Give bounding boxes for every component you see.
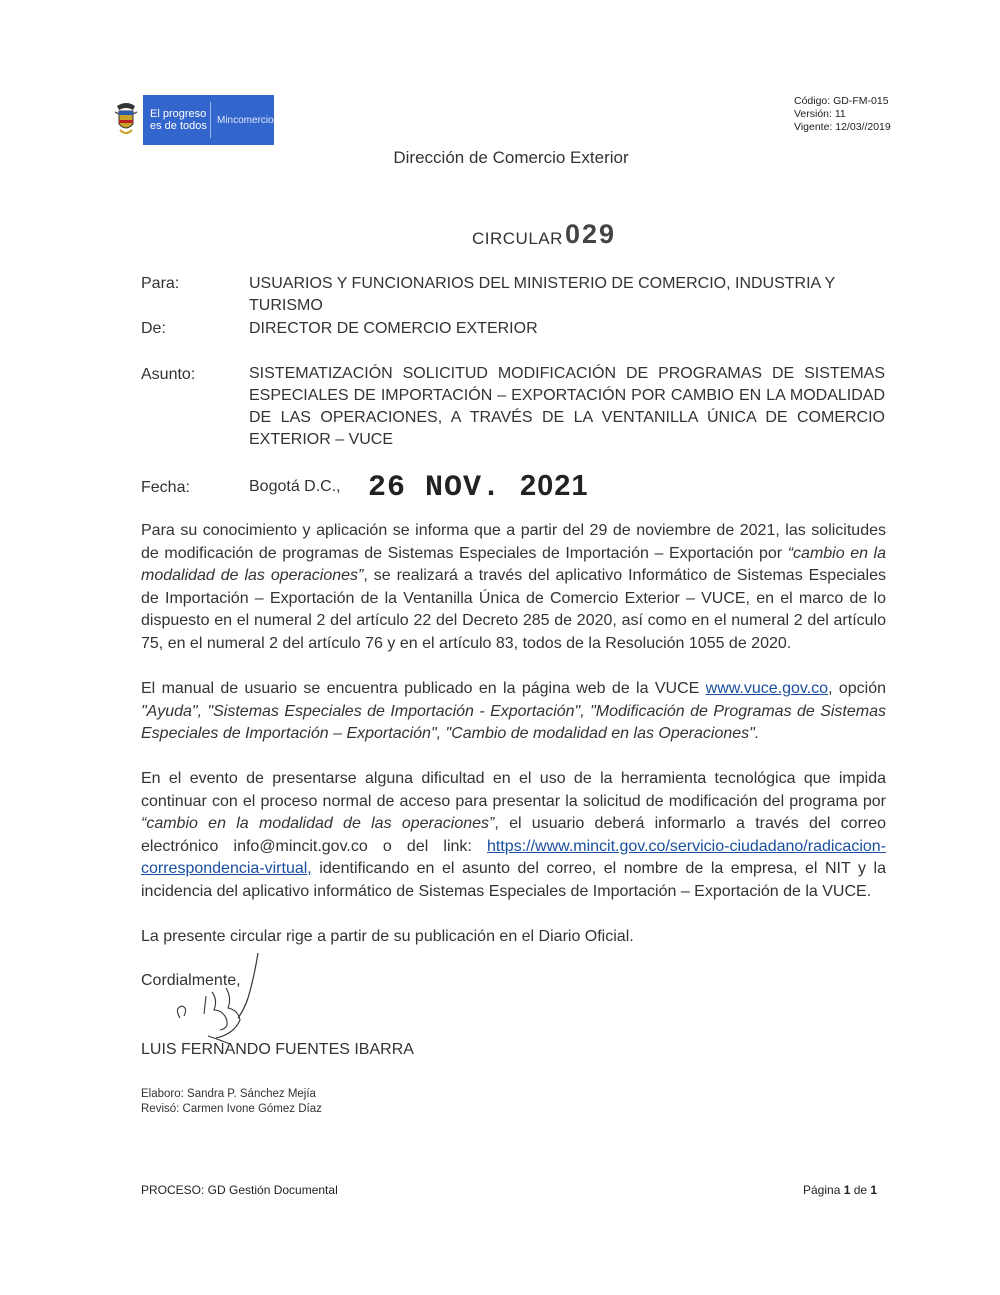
logo-slogan: El progreso es de todos	[150, 108, 207, 132]
signatory-name: LUIS FERNANDO FUENTES IBARRA	[141, 1041, 414, 1058]
circular-number-stamp: 029	[565, 219, 617, 249]
asunto-value: SISTEMATIZACIÓN SOLICITUD MODIFICACIÓN DE PROGRAMAS DE SISTEMAS ESPECIALES DE IMPORTACIÓN – EXPORTACIÓN POR CAMBIO EN LA MODALIDAD DE LAS OPERACIONES, A TRAVÉS DE LA VENTANILLA ÚNICA DE COMERCIO EXTERIOR – VUCE	[249, 365, 885, 448]
date-year: 2021	[520, 470, 589, 502]
paragraph-1: Para su conocimiento y aplicación se informa que a partir del 29 de noviembre de 2021, las solicitudes de modificación de programas de Sistemas Especiales de Importación – Exportación por “cambio en la modalidad de las operaciones”, se realizará a través del aplicativo Informático de Sistemas Especiales de Importación – Exportación de la Ventanilla Única de Comercio Exterior – VUCE, en el marco de lo dispuesto en el numeral 2 del artículo 22 del Decreto 285 de 2020, así como en el numeral 2 del artículo 75, en el numeral 2 del artículo 76 y en el artículo 83, todos de la Resolución 1055 de 2020.	[141, 522, 887, 652]
salutation: Cordialmente,	[141, 972, 241, 989]
paragraph-3: En el evento de presentarse alguna dificultad en el uso de la herramienta tecnológica que impida continuar con el proceso normal de acceso para presentar la solicitud de modificación del programa por “cambio en la modalidad de las operaciones”, el usuario deberá informarlo a través del correo electrónico info@mincit.gov.co o del link: https://www.mincit.gov.co/servicio-ciudadano/radicacion-correspondencia-virtual, identificando en el asunto del correo, el nombre de la empresa, el NIT y la incidencia del aplicativo informático de Sistemas Especiales de Importación – Exportación de la VUCE.	[141, 770, 887, 900]
document-code: Código: GD-FM-015	[794, 95, 889, 107]
document-metadata	[794, 95, 891, 134]
fecha-label: Fecha:	[141, 479, 190, 496]
document-valid-from: Vigente: 12/03//2019	[794, 121, 891, 133]
vuce-link[interactable]: www.vuce.gov.co	[705, 680, 829, 697]
circular-label: CIRCULAR	[472, 229, 563, 248]
paragraph-2: El manual de usuario se encuentra publicado en la página web de la VUCE www.vuce.gov.co, opción "Ayuda", "Sistemas Especiales de Importación - Exportación", "Modificación de Programas de Sistemas Especiales de Importación – Exportación", "Cambio de modalidad en las Operaciones".	[141, 680, 886, 742]
handwritten-signature	[168, 948, 268, 1048]
para-label: Para:	[141, 275, 180, 292]
de-value: DIRECTOR DE COMERCIO EXTERIOR	[249, 320, 538, 337]
date-day-month: 26 NOV.	[368, 471, 502, 505]
prepared-by: Elaboro: Sandra P. Sánchez Mejía	[141, 1088, 316, 1100]
de-label: De:	[141, 320, 166, 337]
logo-ministry-name: Mincomercio	[217, 114, 274, 126]
document-version: Versión: 11	[794, 108, 846, 120]
para-value: USUARIOS Y FUNCIONARIOS DEL MINISTERIO DE COMERCIO, INDUSTRIA Y TURISMO	[249, 275, 835, 314]
mincit-correspondence-link[interactable]: https://www.mincit.gov.co/servicio-ciudadano/radicacion-correspondencia-virtual,	[141, 837, 886, 877]
footer-page-number: Página 1 de 1	[803, 1183, 878, 1197]
paragraph-4: La presente circular rige a partir de su publicación en el Diario Oficial.	[141, 928, 634, 945]
asunto-label: Asunto:	[141, 366, 196, 383]
logo-divider	[210, 102, 211, 138]
mincomercio-logo	[143, 95, 274, 145]
date-stamp	[368, 470, 589, 505]
department-title: Dirección de Comercio Exterior	[393, 148, 629, 167]
footer-process: PROCESO: GD Gestión Documental	[141, 1183, 338, 1197]
coat-of-arms-icon	[113, 100, 139, 140]
reviewed-by: Revisó: Carmen Ivone Gómez Díaz	[141, 1103, 322, 1115]
fecha-place: Bogotá D.C.,	[249, 478, 341, 495]
